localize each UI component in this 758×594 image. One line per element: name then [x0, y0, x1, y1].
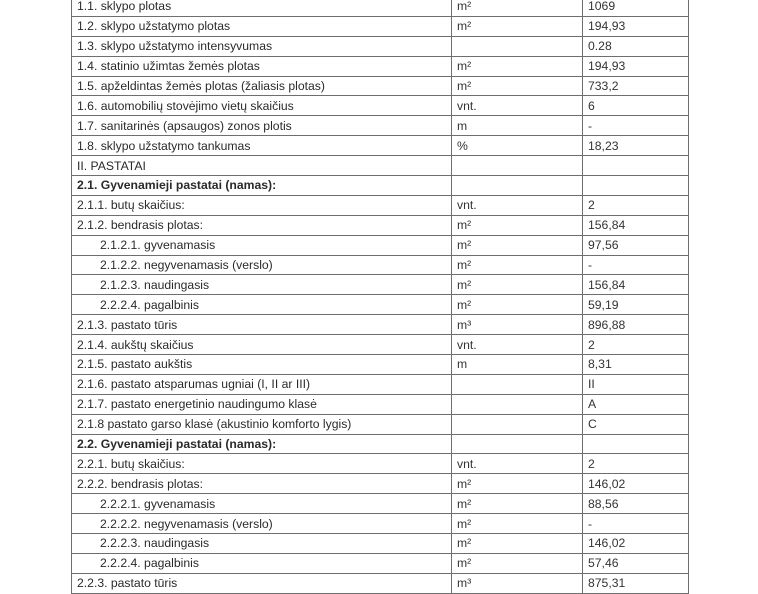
unit-cell: vnt. — [452, 195, 583, 215]
value-cell: - — [583, 514, 689, 534]
value-cell: 88,56 — [583, 494, 689, 514]
indicator-name-cell: 2.1. Gyvenamieji pastatai (namas): — [72, 176, 452, 196]
indicator-name-cell: 2.2.2.1. gyvenamasis — [72, 494, 452, 514]
unit-cell: m² — [452, 474, 583, 494]
value-cell: 194,93 — [583, 56, 689, 76]
value-cell: 8,31 — [583, 355, 689, 375]
unit-cell — [452, 434, 583, 454]
value-cell: 1069 — [583, 0, 689, 16]
unit-cell — [452, 156, 583, 176]
table-row — [72, 295, 689, 315]
unit-cell: m² — [452, 534, 583, 554]
table-row — [72, 474, 689, 494]
unit-cell: m² — [452, 16, 583, 36]
unit-cell: m² — [452, 0, 583, 16]
table-row — [72, 315, 689, 335]
value-cell: 146,02 — [583, 474, 689, 494]
unit-cell: m — [452, 355, 583, 375]
value-cell: 875,31 — [583, 573, 689, 593]
indicator-name-cell: 2.2.2.3. naudingasis — [72, 534, 452, 554]
unit-cell — [452, 414, 583, 434]
table-row — [72, 176, 689, 196]
table-row — [72, 195, 689, 215]
value-cell: 733,2 — [583, 76, 689, 96]
table-row — [72, 116, 689, 136]
indicator-name-cell: 2.1.1. butų skaičius: — [72, 195, 452, 215]
table-row — [72, 414, 689, 434]
indicator-name-cell: 2.2.2.4. pagalbinis — [72, 553, 452, 573]
indicator-name-cell: 2.1.4. aukštų skaičius — [72, 335, 452, 355]
table-row — [72, 76, 689, 96]
table-row — [72, 514, 689, 534]
unit-cell — [452, 374, 583, 394]
value-cell — [583, 156, 689, 176]
value-cell: 2 — [583, 195, 689, 215]
value-cell: C — [583, 414, 689, 434]
unit-cell: vnt. — [452, 96, 583, 116]
value-cell: 2 — [583, 454, 689, 474]
unit-cell: m — [452, 116, 583, 136]
table-row — [72, 335, 689, 355]
unit-cell — [452, 394, 583, 414]
value-cell: 59,19 — [583, 295, 689, 315]
indicator-name-cell: 1.6. automobilių stovėjimo vietų skaičius — [72, 96, 452, 116]
value-cell: - — [583, 116, 689, 136]
unit-cell: m² — [452, 295, 583, 315]
value-cell: 2 — [583, 335, 689, 355]
value-cell: - — [583, 255, 689, 275]
value-cell: 194,93 — [583, 16, 689, 36]
table-row — [72, 96, 689, 116]
unit-cell: m² — [452, 553, 583, 573]
table-row — [72, 136, 689, 156]
value-cell: 896,88 — [583, 315, 689, 335]
table-row — [72, 235, 689, 255]
value-cell: 146,02 — [583, 534, 689, 554]
table-row — [72, 275, 689, 295]
indicator-name-cell: 1.7. sanitarinės (apsaugos) zonos plotis — [72, 116, 452, 136]
unit-cell: m² — [452, 494, 583, 514]
value-cell: 156,84 — [583, 215, 689, 235]
unit-cell: m² — [452, 56, 583, 76]
indicator-name-cell: 1.4. statinio užimtas žemės plotas — [72, 56, 452, 76]
table-row — [72, 215, 689, 235]
value-cell — [583, 176, 689, 196]
table-row — [72, 36, 689, 56]
indicator-name-cell: 2.1.3. pastato tūris — [72, 315, 452, 335]
table-row — [72, 454, 689, 474]
unit-cell: m³ — [452, 315, 583, 335]
table-row — [72, 56, 689, 76]
value-cell: 97,56 — [583, 235, 689, 255]
unit-cell: m² — [452, 235, 583, 255]
table-row — [72, 16, 689, 36]
unit-cell: vnt. — [452, 454, 583, 474]
value-cell: II — [583, 374, 689, 394]
unit-cell — [452, 36, 583, 56]
table-row — [72, 394, 689, 414]
indicator-name-cell: 1.3. sklypo užstatymo intensyvumas — [72, 36, 452, 56]
indicator-name-cell: 2.2.3. pastato tūris — [72, 573, 452, 593]
unit-cell: m² — [452, 215, 583, 235]
unit-cell: m² — [452, 514, 583, 534]
unit-cell: m² — [452, 76, 583, 96]
indicator-name-cell: 2.2. Gyvenamieji pastatai (namas): — [72, 434, 452, 454]
unit-cell: % — [452, 136, 583, 156]
indicator-name-cell: 2.1.8 pastato garso klasė (akustinio komforto lygis) — [72, 414, 452, 434]
indicator-name-cell: 2.2.2.2. negyvenamasis (verslo) — [72, 514, 452, 534]
indicator-name-cell: 2.1.6. pastato atsparumas ugniai (I, II ar III) — [72, 374, 452, 394]
value-cell: A — [583, 394, 689, 414]
indicator-name-cell: 1.5. apželdintas žemės plotas (žaliasis plotas) — [72, 76, 452, 96]
indicator-name-cell: 2.2.1. butų skaičius: — [72, 454, 452, 474]
indicator-name-cell: 1.1. sklypo plotas — [72, 0, 452, 16]
table-row — [72, 434, 689, 454]
table-row — [72, 534, 689, 554]
indicator-name-cell: II. PASTATAI — [72, 156, 452, 176]
unit-cell — [452, 176, 583, 196]
indicator-name-cell: 2.2.2.4. pagalbinis — [72, 295, 452, 315]
value-cell: 57,46 — [583, 553, 689, 573]
value-cell — [583, 434, 689, 454]
value-cell: 6 — [583, 96, 689, 116]
indicator-name-cell: 2.1.2.2. negyvenamasis (verslo) — [72, 255, 452, 275]
indicator-name-cell: 2.1.7. pastato energetinio naudingumo klasė — [72, 394, 452, 414]
indicator-name-cell: 2.1.2.3. naudingasis — [72, 275, 452, 295]
table-row — [72, 355, 689, 375]
unit-cell: m² — [452, 275, 583, 295]
indicators-table — [71, 0, 689, 594]
table-row — [72, 255, 689, 275]
table-row — [72, 573, 689, 593]
indicator-name-cell: 2.1.5. pastato aukštis — [72, 355, 452, 375]
unit-cell: m³ — [452, 573, 583, 593]
value-cell: 156,84 — [583, 275, 689, 295]
table-row — [72, 553, 689, 573]
table-row — [72, 374, 689, 394]
indicator-name-cell: 2.2.2. bendrasis plotas: — [72, 474, 452, 494]
table-row — [72, 0, 689, 16]
value-cell: 18,23 — [583, 136, 689, 156]
indicator-name-cell: 1.2. sklypo užstatymo plotas — [72, 16, 452, 36]
indicators-table-body — [72, 0, 689, 593]
indicator-name-cell: 2.1.2.1. gyvenamasis — [72, 235, 452, 255]
unit-cell: vnt. — [452, 335, 583, 355]
indicator-name-cell: 1.8. sklypo užstatymo tankumas — [72, 136, 452, 156]
indicator-name-cell: 2.1.2. bendrasis plotas: — [72, 215, 452, 235]
value-cell: 0.28 — [583, 36, 689, 56]
table-row — [72, 156, 689, 176]
table-row — [72, 494, 689, 514]
unit-cell: m² — [452, 255, 583, 275]
